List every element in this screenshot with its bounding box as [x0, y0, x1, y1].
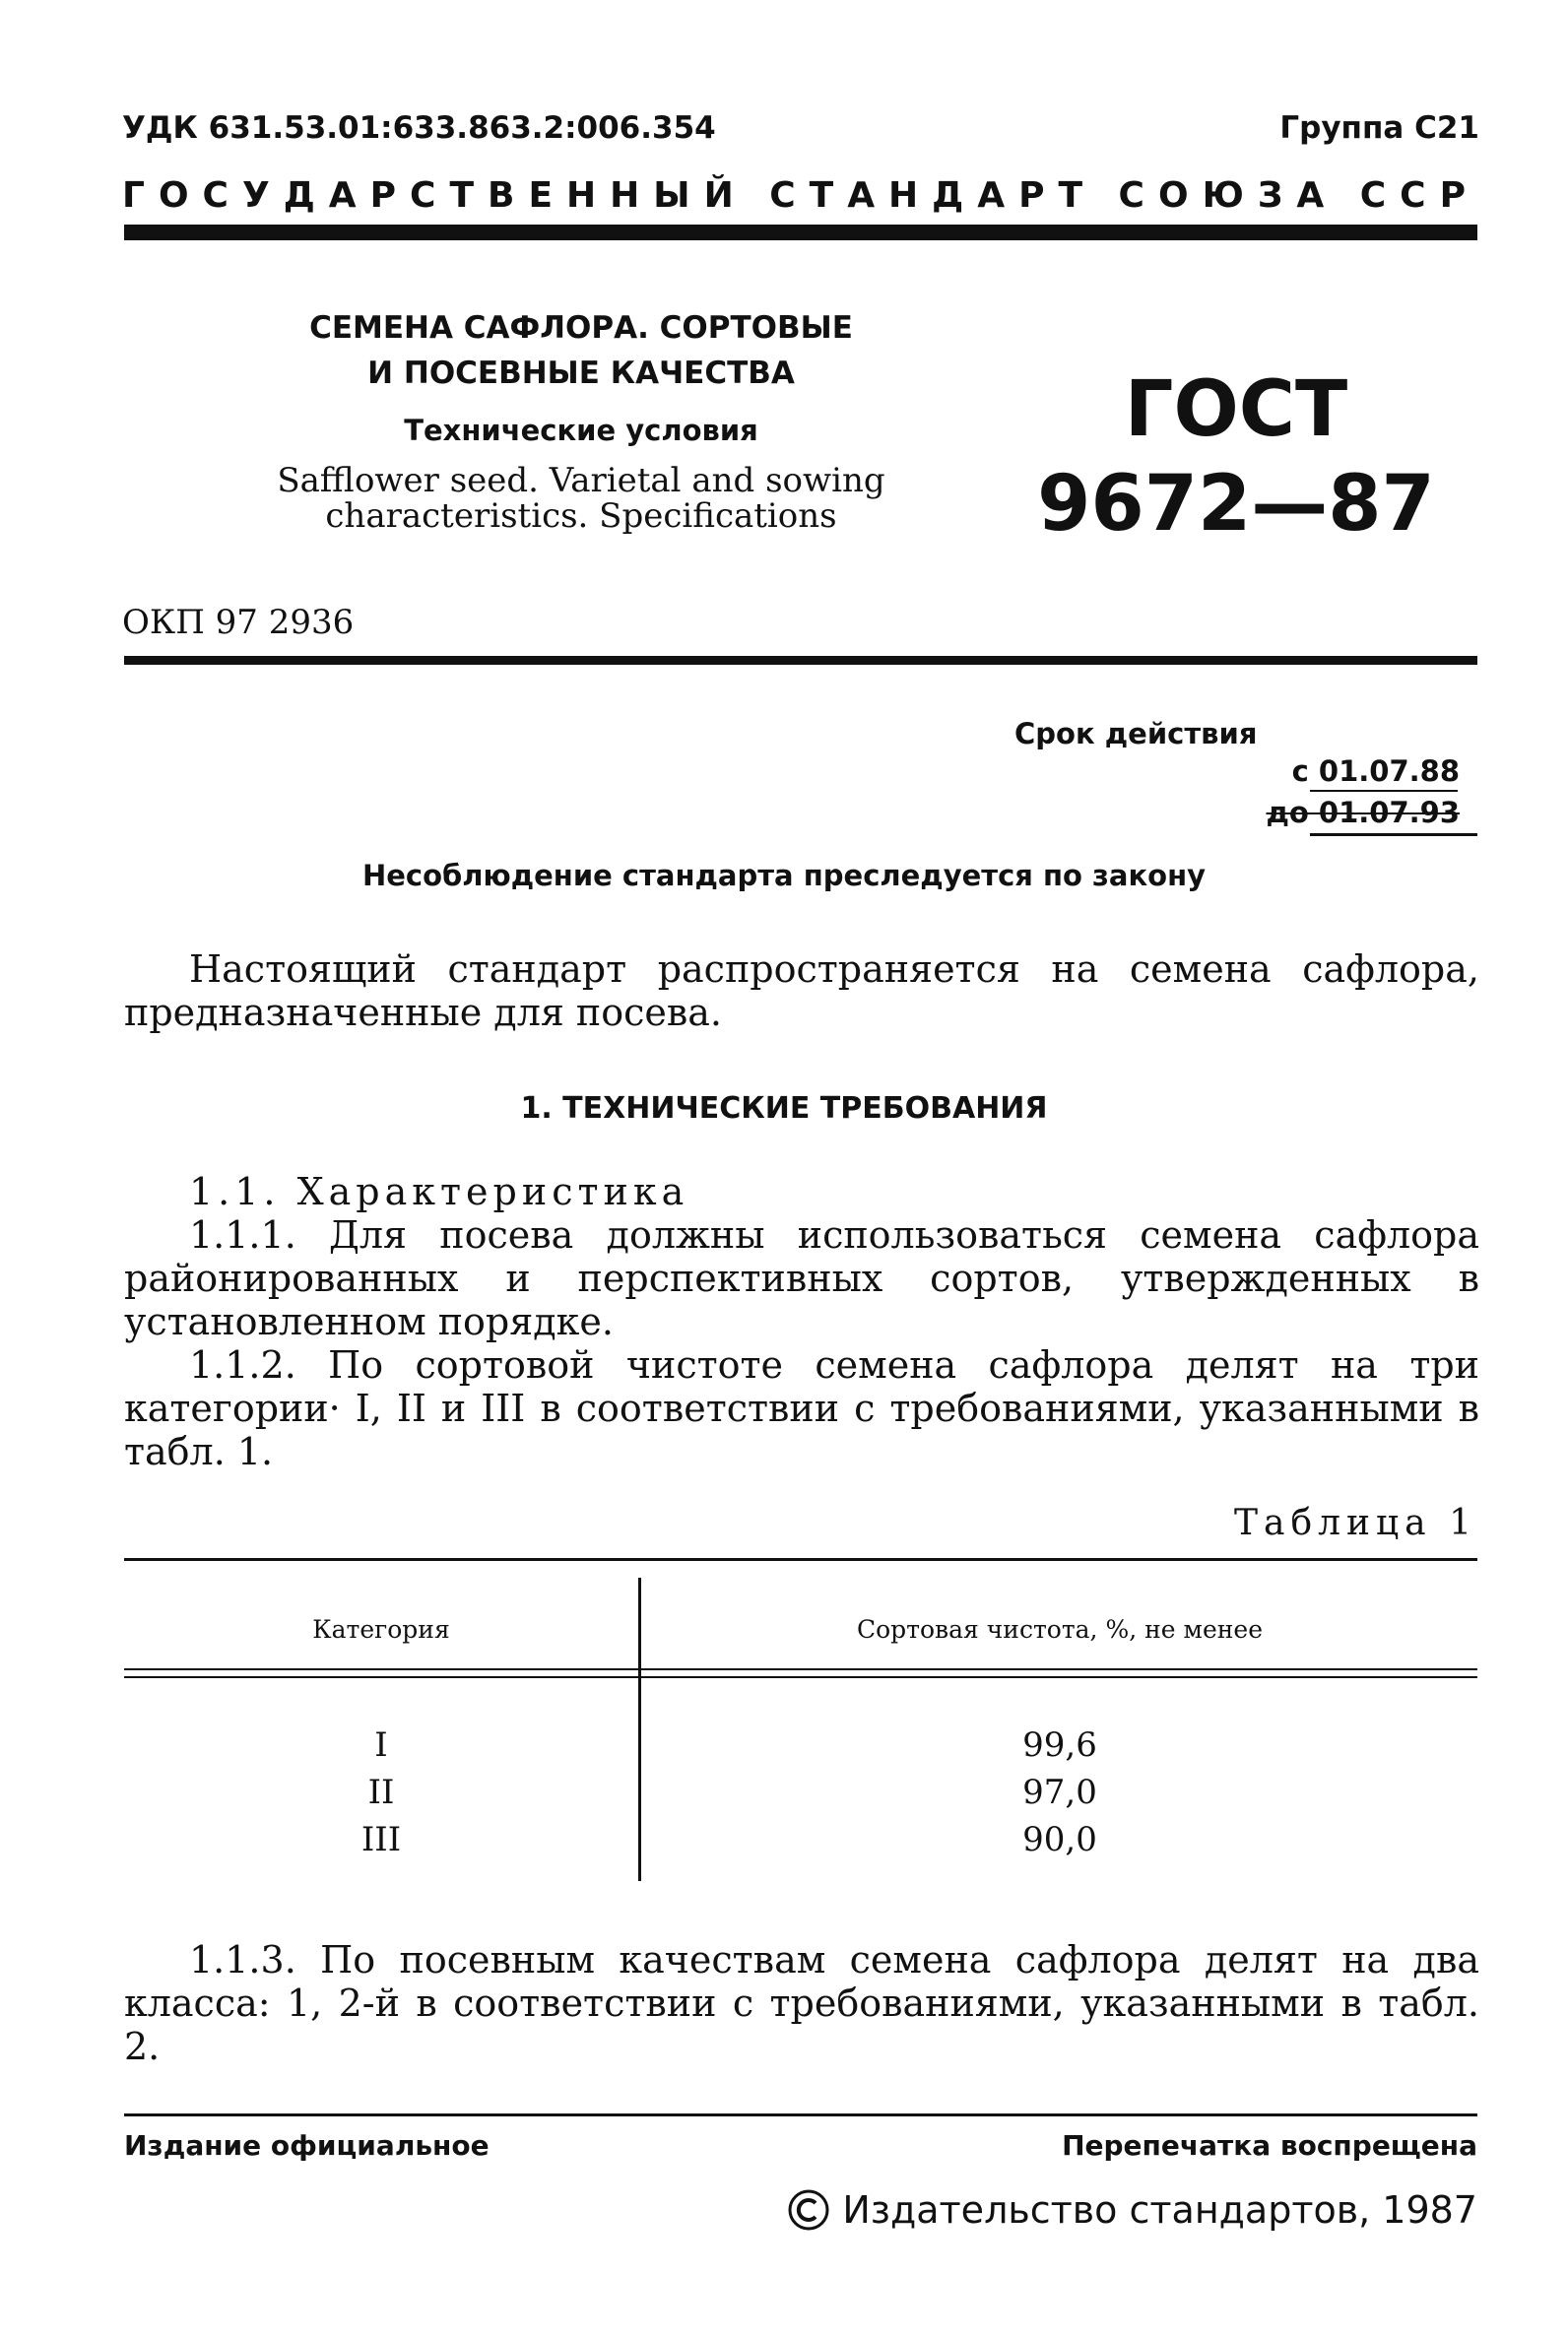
table-header-purity: Сортовая чистота, %, не менее [856, 1615, 1263, 1644]
publisher-line [787, 2188, 1477, 2232]
table-rule [124, 1676, 1477, 1678]
table-cell-value: 99,6 [1022, 1725, 1097, 1765]
state-standard-word: ССР [1359, 175, 1479, 216]
reprint-notice: Перепечатка воспрещена [1062, 2129, 1477, 2162]
table-cell-value: 97,0 [1022, 1773, 1097, 1812]
table-cell-category: I [374, 1725, 388, 1765]
title-rule [124, 656, 1477, 665]
legal-notice: Несоблюдение стандарта преследуется по закону [361, 859, 1207, 892]
state-standard-word: СОЮЗА [1118, 175, 1339, 216]
header-rule [124, 225, 1477, 240]
title-line: И ПОСЕВНЫЕ КАЧЕСТВА [367, 356, 795, 391]
udc-code: УДК 631.53.01:633.863.2:006.354 [122, 110, 716, 146]
validity-underline [1310, 833, 1477, 836]
table-rule [124, 1668, 1477, 1670]
gost-id: 9672—87 [1037, 460, 1435, 549]
gost-number [1034, 362, 1438, 552]
footer-rule [124, 2113, 1477, 2116]
publisher-name: Издательство стандартов, 1987 [842, 2188, 1477, 2232]
okp-code: ОКП 97 2936 [122, 603, 355, 642]
state-standard-word: ГОСУДАРСТВЕННЫЙ [122, 175, 748, 216]
gost-label: ГОСТ [1124, 365, 1348, 454]
title-line: СЕМЕНА САФЛОРА. СОРТОВЫЕ [309, 310, 853, 346]
copyright-icon [787, 2188, 830, 2232]
clause-heading: 1.1. Характеристика [189, 1170, 689, 1213]
table-header-category: Категория [312, 1615, 450, 1644]
table-cell-category: II [367, 1773, 395, 1812]
table-rule [124, 1558, 1477, 1561]
validity-label: Срок действия [1014, 717, 1258, 750]
clause-paragraph: 1.1.2. По сортовой чистоте семена сафлора делят на три категории· I, II и III в соответствии с требованиями, указанными в табл. 1. [124, 1343, 1479, 1473]
title-en-line: characteristics. Specifications [325, 496, 837, 536]
table-cell-value: 90,0 [1022, 1820, 1097, 1859]
state-standard-word: СТАНДАРТ [769, 175, 1097, 216]
intro-paragraph: Настоящий стандарт распространяется на семена сафлора, предназначенные для посева. [124, 947, 1479, 1034]
validity-to: до 01.07.93 [1266, 796, 1460, 829]
clause-paragraph: 1.1.3. По посевным качествам семена сафлора делят на два класса: 1, 2-й в соответствии с требованиями, указанными в табл. 2. [124, 1938, 1479, 2068]
subtitle: Технические условия [404, 414, 758, 447]
section-title: 1. ТЕХНИЧЕСКИЕ ТРЕБОВАНИЯ [520, 1091, 1048, 1126]
title-en-line: Safflower seed. Varietal and sowing [277, 461, 885, 500]
group-code: Группа С21 [1279, 110, 1479, 146]
title-russian [197, 305, 965, 396]
clause-paragraph: 1.1.1. Для посева должны использоваться семена сафлора районированных и перспективных сортов, утвержденных в установленном порядке. [124, 1213, 1479, 1343]
edition-label: Издание официальное [124, 2129, 490, 2162]
validity-from: с 01.07.88 [1291, 754, 1460, 788]
validity-underline [1310, 790, 1458, 792]
title-english [197, 463, 965, 534]
table-cell-category: III [360, 1820, 402, 1859]
table-caption: Таблица 1 [1234, 1503, 1477, 1543]
state-standard-heading [122, 175, 1479, 216]
